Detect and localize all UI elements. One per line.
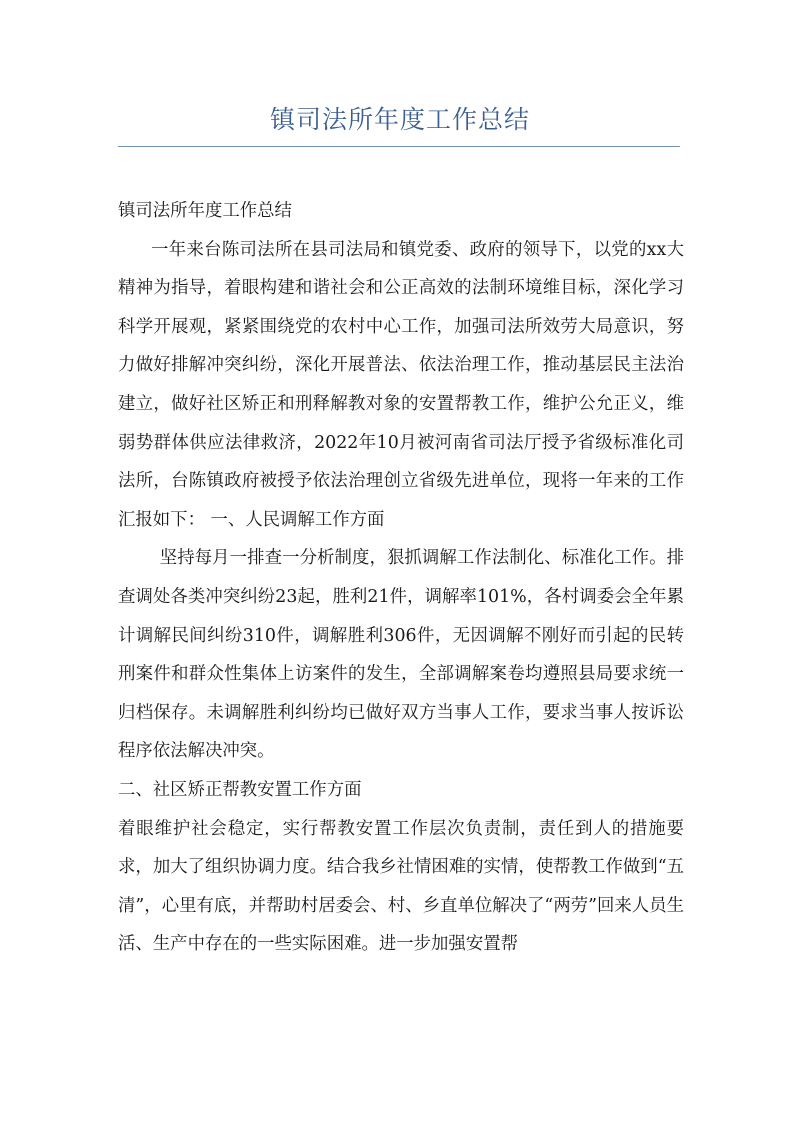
section-heading-community-correction: 二、社区矫正帮教安置工作方面 xyxy=(118,779,362,800)
paragraph-intro: 一年来台陈司法所在县司法局和镇党委、政府的领导下，以党的xx大精神为指导，着眼构建和谐社会和公正高效的法制环境维目标，深化学习科学开展观，紧紧围绕党的农村中心工作，加强司法所效劳大局意识，努力做好排解冲突纠纷，深化开展普法、依法治理工作，推动基层民主法治建立，做好社区矫正和刑释解教对象的安置帮教工作，维护公允正义，维弱势群体供应法律救济，2022年10月被河南省司法厅授予省级标准化司法所，台陈镇政府被授予依法治理创立省级先进单位，现将一年来的工作汇报如下： 一、人民调解工作方面 xyxy=(118,239,684,530)
paragraph-community-correction: 着眼维护社会稳定，实行帮教安置工作层次负责制，责任到人的措施要求，加大了组织协调力度。结合我乡社情困难的实情，使帮教工作做到“五清”，心里有底，并帮助村居委会、村、乡直单位解决了“两劳”回来人员生活、生产中存在的一些实际困难。进一步加强安置帮 xyxy=(118,818,684,955)
title-divider xyxy=(118,146,680,147)
paragraph-mediation: 坚持每月一排查一分析制度，狠抓调解工作法制化、标准化工作。排查调处各类冲突纠纷23起，胜利21件，调解率101%，各村调委会全年累计调解民间纠纷310件，调解胜利306件，无因调解不刚好而引起的民转刑案件和群众性集体上访案件的发生，全部调解案卷均遵照县局要求统一归档保存。未调解胜利纠纷均已做好双方当事人工作，要求当事人按诉讼程序依法解决冲突。 xyxy=(118,548,684,762)
document-title: 镇司法所年度工作总结 xyxy=(269,105,530,134)
body-heading: 镇司法所年度工作总结 xyxy=(118,201,292,221)
document-body xyxy=(118,192,684,964)
